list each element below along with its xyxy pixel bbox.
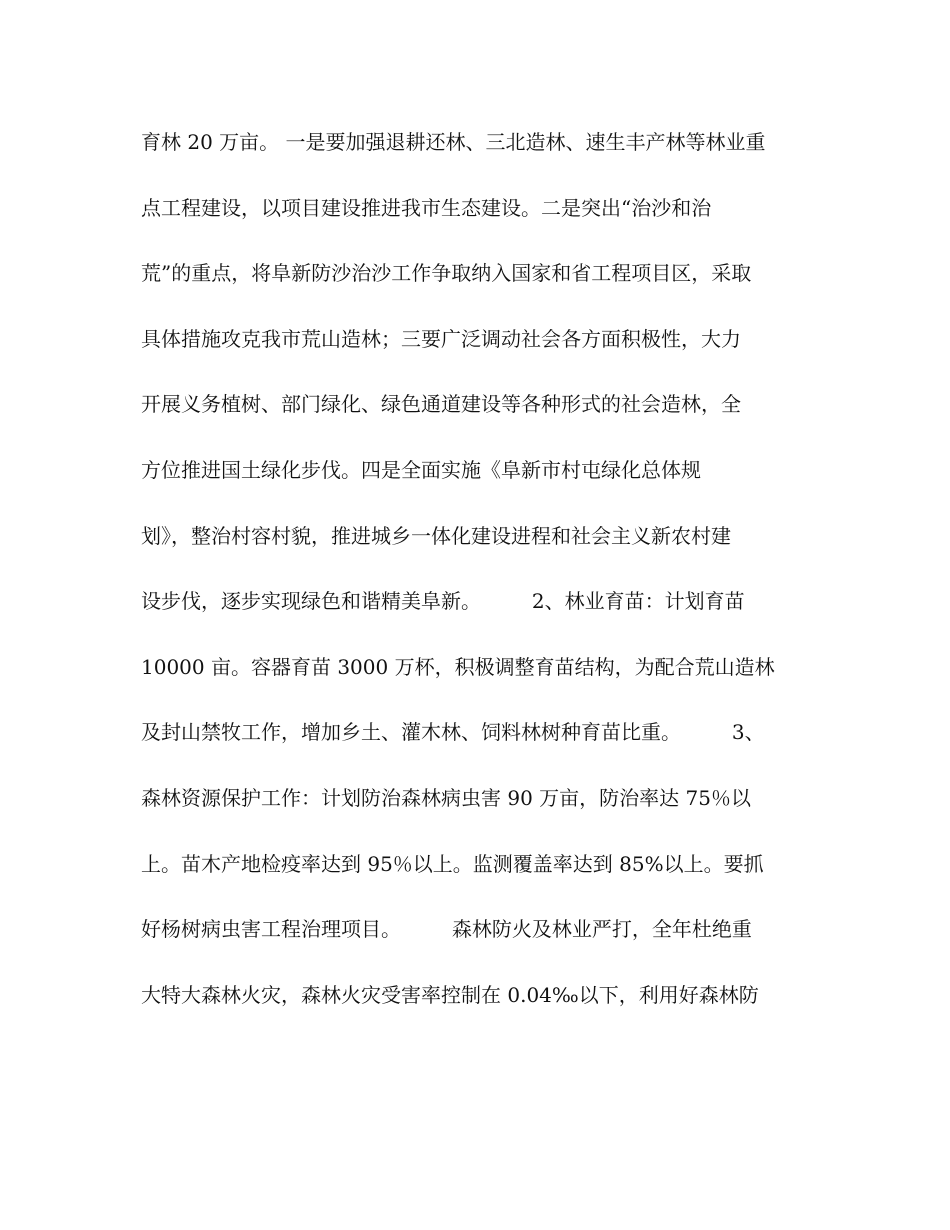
- document-body: [141, 124, 811, 1042]
- text-line: 育林 20 万亩。 一是要加强退耕还林、三北造林、速生丰产林等林业重: [141, 130, 766, 154]
- text-line: 好杨树病虫害工程治理项目。 森林防火及林业严打，全年杜绝重: [141, 917, 752, 942]
- text-line: 及封山禁牧工作，增加乡土、灌木林、饲料林树种育苗比重。 3、: [141, 720, 765, 745]
- text-line: 方位推进国土绿化步伐。四是全面实施《阜新市村屯绿化总体规: [141, 457, 701, 482]
- text-line: 划》，整治村容村貌，推进城乡一体化建设进程和社会主义新农村建: [141, 523, 731, 548]
- text-line: 荒”的重点，将阜新防沙治沙工作争取纳入国家和省工程项目区，采取: [141, 261, 752, 286]
- text-line: 大特大森林火灾，森林火灾受害率控制在 0.04‰以下，利用好森林防: [141, 982, 759, 1007]
- text-line: 上。苗木产地检疫率达到 95％以上。监测覆盖率达到 85%以上。要抓: [141, 851, 764, 876]
- text-line: 具体措施攻克我市荒山造林；三要广泛调动社会各方面积极性，大力: [141, 326, 741, 351]
- text-line: 开展义务植树、部门绿化、绿色通道建设等各种形式的社会造林，全: [141, 392, 741, 417]
- text-line: 森林资源保护工作：计划防治森林病虫害 90 万亩，防治率达 75％以: [141, 785, 751, 810]
- text-line: 10000 亩。容器育苗 3000 万杯，积极调整育苗结构，为配合荒山造林: [141, 654, 775, 679]
- text-line: 点工程建设，以项目建设推进我市生态建设。二是突出“治沙和治: [141, 195, 712, 220]
- text-line: 设步伐，逐步实现绿色和谐精美阜新。 2、林业育苗：计划育苗: [141, 589, 745, 614]
